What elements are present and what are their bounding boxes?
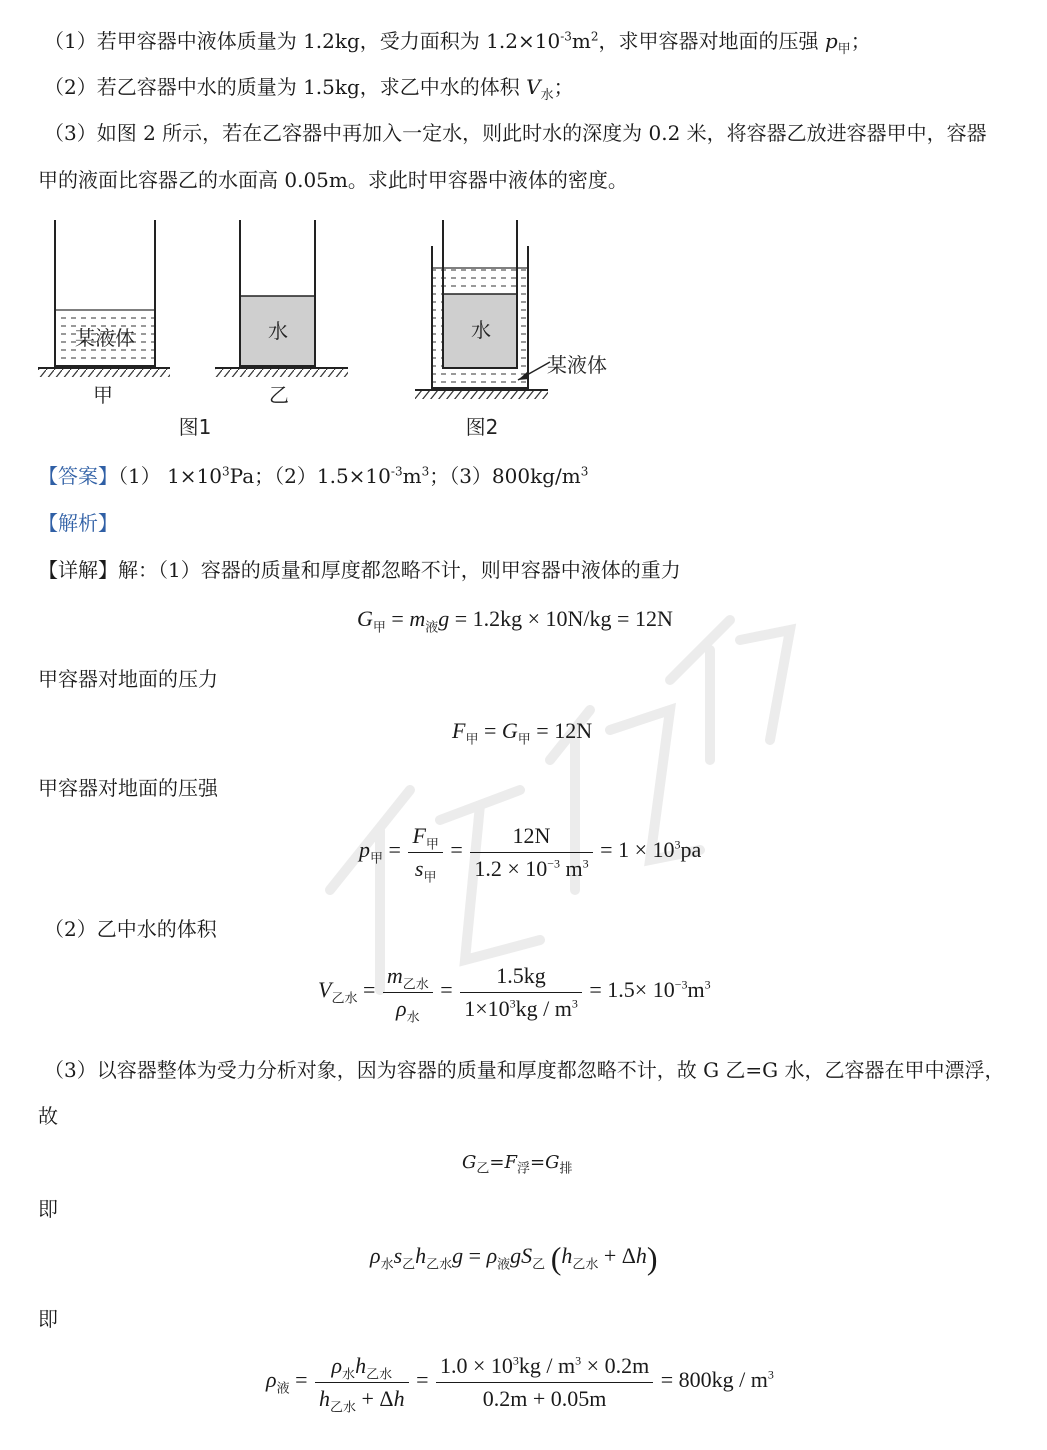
answer-part-3: m bbox=[402, 464, 422, 488]
equation-force: $F_甲 = G_甲 = 12N$ bbox=[452, 718, 593, 747]
eq6-h2: h bbox=[561, 1243, 573, 1269]
eq2-G: G bbox=[501, 718, 518, 743]
answer-exp-1: 3 bbox=[222, 464, 230, 479]
eq7-num-h: h bbox=[355, 1353, 367, 1378]
eq4-V: V bbox=[318, 977, 332, 1003]
answer-exp-4: 3 bbox=[580, 464, 589, 479]
container-yi bbox=[215, 220, 348, 377]
eq4-rhs-b: m bbox=[687, 977, 705, 1003]
eq7-den-h2: h bbox=[393, 1385, 405, 1411]
q1-text: （1）若甲容器中液体质量为 1.2kg，受力面积为 1.2×10 bbox=[44, 29, 561, 53]
eq6-s-ye: 液 bbox=[497, 1256, 511, 1272]
eq6-g: g bbox=[452, 1243, 464, 1269]
eq7-num-s-water: 水 bbox=[342, 1366, 356, 1382]
q2-variable: V bbox=[526, 75, 541, 99]
eq7-frac-2 bbox=[436, 1352, 653, 1412]
eq1-G-sub: 甲 bbox=[372, 619, 386, 635]
eq7-num2c: × 0.2m bbox=[581, 1353, 650, 1378]
eq6-s: s bbox=[393, 1243, 403, 1269]
detail-line bbox=[38, 558, 681, 582]
eq4-V-sub: 乙水 bbox=[331, 990, 358, 1006]
eq3-rhs-a: = 1 × 10 bbox=[600, 837, 675, 863]
eq3-den2exp2: 3 bbox=[582, 856, 589, 871]
eq7-num2b: kg / m bbox=[518, 1353, 576, 1378]
analysis-tag: 【解析】 bbox=[38, 511, 118, 535]
label-water-fig2: 水 bbox=[471, 318, 491, 342]
eq6-eq: = bbox=[463, 1243, 487, 1269]
eq7-den2: 0.2m + 0.05m bbox=[482, 1385, 607, 1411]
eq7-den-s-yishui: 乙水 bbox=[330, 1398, 357, 1414]
label-water-fig1: 水 bbox=[268, 319, 288, 343]
detail-text: 解：（1）容器的质量和厚度都忽略不计，则甲容器中液体的重力 bbox=[118, 558, 681, 582]
detail-tag: 【详解】 bbox=[38, 558, 118, 582]
equation-density: $\rho_液$ = $\frac{\rho_水h_{乙水}}{h_{乙水} + \Delta h}$ = $\frac{1.0 \times 10^3kg / m^3 \times 0.2m}{0.2m + 0.05m}$ = $800kg / m^3$ bbox=[266, 1353, 774, 1414]
eq7-num-rho: ρ bbox=[331, 1353, 343, 1378]
eq3-rhs-b: pa bbox=[680, 837, 702, 863]
eq7-rhs-a: = 800kg / m bbox=[660, 1367, 768, 1393]
text-ji-2: 即 bbox=[38, 1307, 58, 1331]
eq5-G2: =G bbox=[530, 1152, 560, 1173]
label-fig2: 图2 bbox=[465, 415, 499, 439]
eq7-rho: ρ bbox=[266, 1367, 277, 1393]
equation-pressure: $p_甲$ = $\frac{F_甲}{s_甲}$ = $\frac{12N}{1.2 \times 10^{-3} m^3}$ = $1 \times 10^3pa$ bbox=[359, 823, 702, 884]
eq4-frac-2 bbox=[460, 962, 582, 1022]
q1-variable: p bbox=[824, 29, 838, 53]
eq4-rhs-exp: −3 bbox=[674, 977, 688, 992]
eq3-num-F: F bbox=[412, 823, 426, 848]
eq5-s1: 乙 bbox=[476, 1161, 490, 1177]
eq6-h: h bbox=[415, 1243, 427, 1269]
eq6-S: S bbox=[521, 1243, 533, 1269]
q1-end: ； bbox=[850, 29, 871, 53]
text-q3-analysis-1: （3）以容器整体为受力分析对象，因为容器的质量和厚度都忽略不计，故 G 乙=G 水，乙容器在甲中漂浮， bbox=[44, 1058, 1005, 1082]
q1-text-2: ，求甲容器对地面的压强 bbox=[598, 29, 819, 53]
eq1-g: g bbox=[438, 606, 450, 631]
eq6-lparen: ( bbox=[550, 1240, 562, 1276]
eq2-G-sub: 甲 bbox=[517, 731, 531, 747]
eq3-den2exp: −3 bbox=[547, 856, 561, 871]
equation-balance bbox=[370, 1242, 658, 1274]
q1-unit-exponent: 2 bbox=[590, 29, 599, 44]
equation-volume: $V_{乙水}$ = $\frac{m_{乙水}}{\rho_水}$ = $\frac{1.5kg}{1\times 10^3kg / m^3}$ = $1.5\times 10^{-3}m^3$ bbox=[318, 963, 711, 1024]
eq3-den-sub: 甲 bbox=[423, 868, 437, 884]
text-pressure-force: 甲容器对地面的压力 bbox=[38, 667, 218, 691]
eq7-s-ye: 液 bbox=[276, 1380, 290, 1396]
answer-exp-3: 3 bbox=[421, 464, 430, 479]
eq3-rhs-exp: 3 bbox=[674, 837, 681, 852]
q2-text: （2）若乙容器中水的质量为 1.5kg，求乙中水的体积 bbox=[44, 75, 520, 99]
eq3-p: p bbox=[359, 837, 370, 863]
eq3-den2b: m bbox=[560, 855, 583, 881]
eq3-frac-1 bbox=[408, 822, 442, 882]
eq6-s-yishui: 乙水 bbox=[426, 1256, 453, 1272]
eq4-den-rho: ρ bbox=[396, 995, 407, 1021]
text-q3-analysis-2: 故 bbox=[38, 1104, 58, 1128]
eq6-rho: ρ bbox=[370, 1243, 381, 1269]
q1-variable-sub: 甲 bbox=[837, 42, 851, 57]
answer-exp-2: -3 bbox=[390, 464, 403, 479]
eq6-h3: h bbox=[635, 1243, 647, 1269]
eq4-num2: 1.5kg bbox=[460, 962, 582, 993]
eq1-rhs: = 1.2kg × 10N/kg = 12N bbox=[454, 606, 673, 631]
label-liquid-arrow: 某液体 bbox=[547, 353, 607, 377]
equation-gravity: $G_甲 = m_液g = 1.2kg \times 10N/kg = 12N$ bbox=[357, 606, 673, 635]
eq1-m: m bbox=[409, 606, 426, 631]
eq5-s2: 浮 bbox=[516, 1161, 530, 1177]
eq3-den-s: s bbox=[414, 855, 424, 881]
eq3-num2: 12N bbox=[470, 822, 592, 853]
eq3-num-sub: 甲 bbox=[425, 836, 439, 852]
label-fig1: 图1 bbox=[178, 415, 212, 439]
eq7-frac-1 bbox=[315, 1352, 409, 1412]
eq7-den-plus: + Δ bbox=[356, 1385, 394, 1411]
eq7-num2exp2: 3 bbox=[575, 1353, 582, 1368]
eq1-G: G bbox=[357, 606, 373, 631]
answer-part-1: （1） 1×10 bbox=[118, 464, 223, 488]
eq6-s-yishui2: 乙水 bbox=[572, 1256, 599, 1272]
eq7-den-h: h bbox=[319, 1385, 330, 1411]
label-jia: 甲 bbox=[93, 383, 113, 407]
eq6-s-water: 水 bbox=[380, 1256, 394, 1272]
equation-float bbox=[462, 1152, 573, 1177]
eq5-G1: G bbox=[462, 1152, 477, 1173]
eq2-rhs: = 12N bbox=[536, 718, 593, 743]
eq4-num-m: m bbox=[386, 963, 403, 988]
eq4-den2b: kg / m bbox=[515, 995, 572, 1021]
text-ji-1: 即 bbox=[38, 1197, 58, 1221]
q2-end: ； bbox=[553, 75, 574, 99]
answer-part-4: ；（3）800kg/m bbox=[429, 464, 581, 488]
question-1 bbox=[44, 29, 871, 57]
eq4-den-sub: 水 bbox=[406, 1008, 420, 1024]
eq6-rho2: ρ bbox=[486, 1243, 498, 1269]
figure-containers bbox=[30, 210, 630, 450]
text-pressure: 甲容器对地面的压强 bbox=[38, 776, 218, 800]
container-jia-with-yi bbox=[415, 220, 550, 399]
question-3-line-2: 甲的液面比容器乙的水面高 0.05m。求此时甲容器中液体的密度。 bbox=[38, 168, 628, 192]
eq4-den2a: 1×10 bbox=[464, 995, 510, 1021]
label-yi: 乙 bbox=[269, 383, 289, 407]
eq2-F-sub: 甲 bbox=[465, 731, 479, 747]
eq7-num2exp: 3 bbox=[512, 1353, 519, 1368]
label-liquid: 某液体 bbox=[75, 326, 135, 350]
eq4-frac-1 bbox=[383, 962, 433, 1022]
eq7-num-s-yishui: 乙水 bbox=[366, 1366, 393, 1382]
eq4-num-sub: 乙水 bbox=[402, 976, 429, 992]
eq6-g2: g bbox=[510, 1243, 522, 1269]
eq6-s-yi2: 乙 bbox=[532, 1256, 546, 1272]
eq3-frac-2 bbox=[470, 822, 592, 882]
eq6-plus: + Δ bbox=[598, 1243, 636, 1269]
eq3-p-sub: 甲 bbox=[370, 850, 384, 866]
eq3-den2a: 1.2 × 10 bbox=[474, 855, 548, 881]
question-3-line-1: （3）如图 2 所示，若在乙容器中再加入一定水，则此时水的深度为 0.2 米，将容器乙放进容器甲中，容器 bbox=[44, 121, 987, 145]
answer-part-2: Pa；（2）1.5×10 bbox=[229, 464, 391, 488]
container-jia bbox=[38, 220, 170, 377]
q1-unit: m bbox=[571, 29, 591, 53]
eq7-rhs-exp: 3 bbox=[767, 1367, 774, 1382]
eq4-rhs-a: = 1.5× 10 bbox=[589, 977, 675, 1003]
eq2-F: F bbox=[452, 718, 466, 743]
eq7-num2a: 1.0 × 10 bbox=[440, 1353, 513, 1378]
eq4-den2exp: 3 bbox=[509, 996, 516, 1011]
eq4-den2exp2: 3 bbox=[571, 996, 578, 1011]
answer-tag: 【答案】 bbox=[38, 464, 118, 488]
eq5-F: =F bbox=[489, 1152, 517, 1173]
eq4-rhs-exp2: 3 bbox=[704, 977, 711, 992]
question-2 bbox=[44, 75, 574, 103]
answer-line bbox=[38, 464, 588, 488]
eq6-s-yi: 乙 bbox=[402, 1256, 416, 1272]
eq5-s3: 排 bbox=[559, 1161, 573, 1177]
eq6-rparen: ) bbox=[646, 1240, 658, 1276]
q2-variable-sub: 水 bbox=[540, 88, 554, 103]
eq1-m-sub: 液 bbox=[425, 619, 439, 635]
q1-exponent: -3 bbox=[560, 29, 572, 44]
text-volume: （2）乙中水的体积 bbox=[44, 917, 217, 941]
